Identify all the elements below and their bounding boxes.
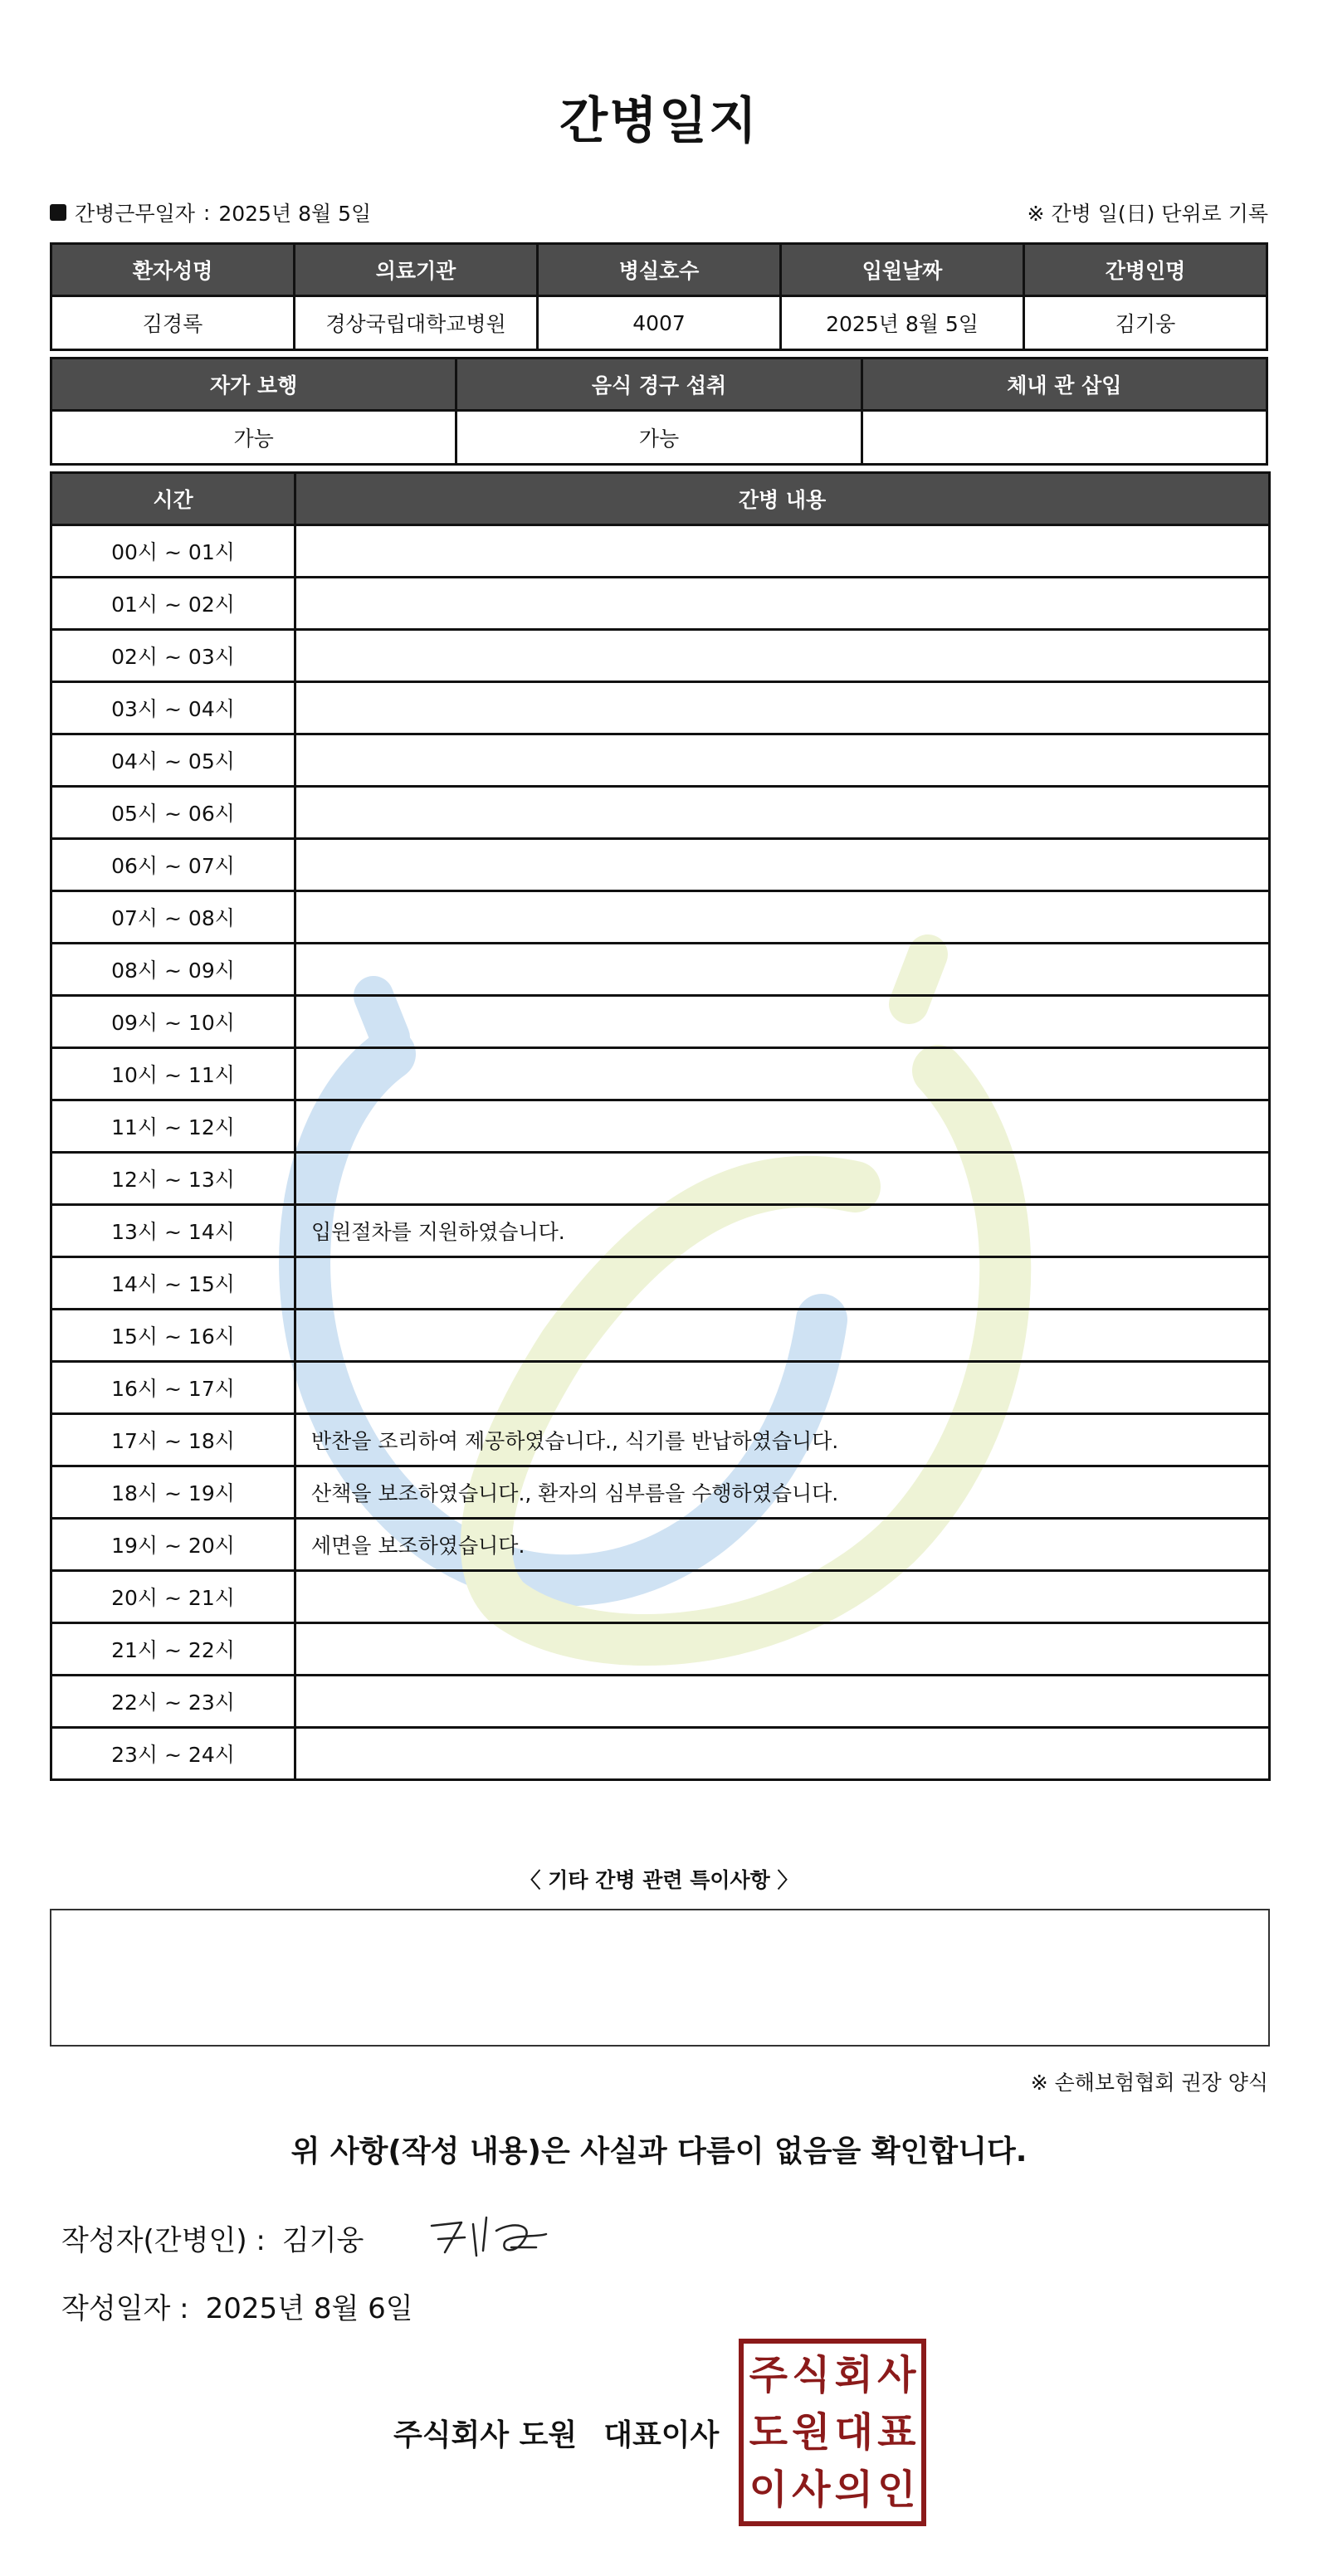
header-patient-name: 환자성명 xyxy=(51,244,295,296)
time-slot: 07시 ~ 08시 xyxy=(51,891,295,944)
table-row xyxy=(51,891,1270,944)
table-row xyxy=(51,1571,1270,1623)
header-self-walking: 자가 보행 xyxy=(51,359,456,411)
hourly-log-table xyxy=(50,471,1271,1781)
representative-title: 대표이사 xyxy=(603,2418,720,2452)
time-slot: 20시 ~ 21시 xyxy=(51,1571,295,1623)
writer-label: 작성자(간병인) : xyxy=(61,2224,266,2257)
care-content xyxy=(295,1153,1270,1205)
table-row xyxy=(51,1100,1270,1153)
time-slot: 21시 ~ 22시 xyxy=(51,1623,295,1676)
log-body xyxy=(51,525,1270,1780)
table-row xyxy=(51,787,1270,839)
work-date-info xyxy=(50,198,371,227)
care-content xyxy=(295,787,1270,839)
form-source-note: ※ 손해보험협회 권장 양식 xyxy=(1030,2071,1268,2095)
table-row xyxy=(51,944,1270,996)
header-admission-date: 입원날짜 xyxy=(781,244,1024,296)
seal-char: 회 xyxy=(834,2352,873,2399)
table-row xyxy=(51,525,1270,578)
bullet-icon xyxy=(50,204,66,221)
care-content xyxy=(295,734,1270,787)
seal-char: 사 xyxy=(877,2352,916,2399)
ability-table xyxy=(50,357,1268,466)
time-slot: 13시 ~ 14시 xyxy=(51,1205,295,1257)
seal-char: 의 xyxy=(834,2466,873,2513)
signature-icon xyxy=(422,2201,554,2267)
care-content xyxy=(295,1571,1270,1623)
seal-char: 대 xyxy=(834,2408,873,2456)
care-content xyxy=(295,1623,1270,1676)
table-row xyxy=(51,839,1270,891)
seal-char: 도 xyxy=(749,2408,788,2456)
write-date-value: 2025년 8월 6일 xyxy=(205,2292,413,2325)
time-slot: 17시 ~ 18시 xyxy=(51,1414,295,1466)
work-date-value: 2025년 8월 5일 xyxy=(218,202,372,226)
table-row xyxy=(51,1676,1270,1728)
seal-char: 식 xyxy=(792,2352,831,2399)
notes-box xyxy=(50,1909,1270,2047)
self-walking-value: 가능 xyxy=(51,411,456,465)
time-slot: 03시 ~ 04시 xyxy=(51,682,295,734)
header-time: 시간 xyxy=(51,473,295,525)
time-slot: 06시 ~ 07시 xyxy=(51,839,295,891)
writer-name: 김기웅 xyxy=(281,2224,364,2257)
caregiver-name: 김기웅 xyxy=(1024,296,1267,350)
care-content xyxy=(295,682,1270,734)
care-content: 세면을 보조하였습니다. xyxy=(295,1519,1270,1571)
time-slot: 08시 ~ 09시 xyxy=(51,944,295,996)
work-date-label: 간병근무일자 xyxy=(75,202,195,226)
care-content xyxy=(295,944,1270,996)
care-content xyxy=(295,839,1270,891)
admission-date: 2025년 8월 5일 xyxy=(781,296,1024,350)
page-title: 간병일지 xyxy=(559,92,759,150)
seal-char: 주 xyxy=(749,2352,788,2399)
company-name: 주식회사 도원 xyxy=(393,2418,578,2452)
table-row xyxy=(51,1362,1270,1414)
time-slot: 00시 ~ 01시 xyxy=(51,525,295,578)
info-row xyxy=(50,198,1268,231)
time-slot: 12시 ~ 13시 xyxy=(51,1153,295,1205)
notes-title: 〈 기타 간병 관련 특이사항 〉 xyxy=(520,1868,798,1892)
care-content xyxy=(295,1257,1270,1310)
care-content xyxy=(295,1676,1270,1728)
seal-char: 원 xyxy=(792,2408,831,2456)
company-line xyxy=(393,2412,719,2454)
time-slot: 22시 ~ 23시 xyxy=(51,1676,295,1728)
care-content: 산책을 보조하였습니다., 환자의 심부름을 수행하였습니다. xyxy=(295,1466,1270,1519)
seal-characters xyxy=(747,2347,918,2518)
table-row xyxy=(51,734,1270,787)
care-content xyxy=(295,578,1270,630)
time-slot: 04시 ~ 05시 xyxy=(51,734,295,787)
notes-text xyxy=(51,1910,1268,1934)
room-number: 4007 xyxy=(538,296,781,350)
oral-intake-value: 가능 xyxy=(456,411,862,465)
time-slot: 15시 ~ 16시 xyxy=(51,1310,295,1362)
header-oral-intake: 음식 경구 섭취 xyxy=(456,359,862,411)
table-row xyxy=(51,1414,1270,1466)
tube-insertion-value xyxy=(862,411,1267,465)
patient-info-table xyxy=(50,242,1268,351)
table-row xyxy=(51,1728,1270,1780)
time-slot: 23시 ~ 24시 xyxy=(51,1728,295,1780)
care-content xyxy=(295,891,1270,944)
writer-line xyxy=(61,2217,364,2258)
patient-name: 김경록 xyxy=(51,296,295,350)
seal-char: 표 xyxy=(877,2408,916,2456)
hospital-name: 경상국립대학교병원 xyxy=(295,296,538,350)
care-content: 입원절차를 지원하였습니다. xyxy=(295,1205,1270,1257)
time-slot: 16시 ~ 17시 xyxy=(51,1362,295,1414)
care-content xyxy=(295,996,1270,1048)
time-slot: 11시 ~ 12시 xyxy=(51,1100,295,1153)
header-hospital: 의료기관 xyxy=(295,244,538,296)
table-row xyxy=(51,1048,1270,1100)
table-row xyxy=(51,1310,1270,1362)
write-date-label: 작성일자 : xyxy=(61,2292,189,2325)
care-content xyxy=(295,630,1270,682)
care-content xyxy=(295,1362,1270,1414)
header-tube-insertion: 체내 관 삽입 xyxy=(862,359,1267,411)
confirmation-statement: 위 사항(작성 내용)은 사실과 다름이 없음을 확인합니다. xyxy=(290,2134,1028,2169)
seal-char: 이 xyxy=(749,2466,788,2513)
time-slot: 10시 ~ 11시 xyxy=(51,1048,295,1100)
table-row xyxy=(51,1257,1270,1310)
table-row xyxy=(51,1623,1270,1676)
time-slot: 09시 ~ 10시 xyxy=(51,996,295,1048)
company-seal xyxy=(739,2339,926,2526)
care-content xyxy=(295,525,1270,578)
header-care-content: 간병 내용 xyxy=(295,473,1270,525)
care-content xyxy=(295,1100,1270,1153)
table-row xyxy=(51,1153,1270,1205)
time-slot: 14시 ~ 15시 xyxy=(51,1257,295,1310)
table-row xyxy=(51,1466,1270,1519)
table-row xyxy=(51,1205,1270,1257)
time-slot: 18시 ~ 19시 xyxy=(51,1466,295,1519)
record-unit-note: ※ 간병 일(日) 단위로 기록 xyxy=(1027,202,1268,226)
separator: : xyxy=(203,200,211,225)
time-slot: 01시 ~ 02시 xyxy=(51,578,295,630)
table-row xyxy=(51,1519,1270,1571)
table-row xyxy=(51,630,1270,682)
header-caregiver-name: 간병인명 xyxy=(1024,244,1267,296)
care-content: 반찬을 조리하여 제공하였습니다., 식기를 반납하였습니다. xyxy=(295,1414,1270,1466)
care-content xyxy=(295,1310,1270,1362)
care-content xyxy=(295,1728,1270,1780)
header-room: 병실호수 xyxy=(538,244,781,296)
time-slot: 19시 ~ 20시 xyxy=(51,1519,295,1571)
write-date-line xyxy=(61,2286,413,2326)
seal-char: 인 xyxy=(877,2466,916,2513)
seal-char: 사 xyxy=(792,2466,831,2513)
care-content xyxy=(295,1048,1270,1100)
table-row xyxy=(51,996,1270,1048)
table-row xyxy=(51,682,1270,734)
table-row xyxy=(51,578,1270,630)
time-slot: 05시 ~ 06시 xyxy=(51,787,295,839)
time-slot: 02시 ~ 03시 xyxy=(51,630,295,682)
